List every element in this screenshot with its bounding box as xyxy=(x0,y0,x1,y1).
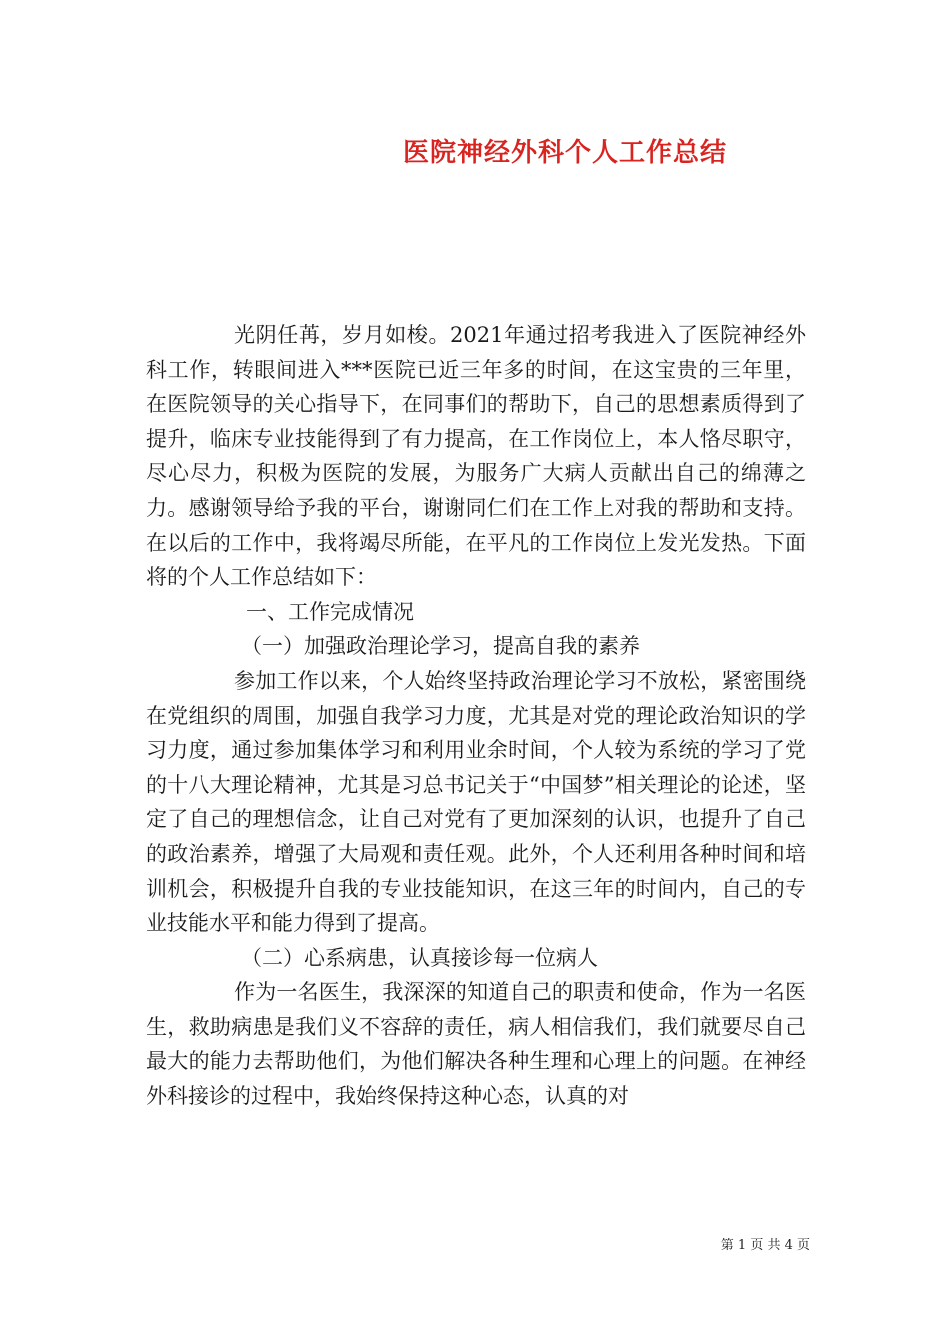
document-title: 医院神经外科个人工作总结 xyxy=(402,138,727,168)
intro-paragraph: 光阴任苒，岁月如梭。2021年通过招考我进入了医院神经外科工作，转眼间进入***医院已近三年多的时间，在这宝贵的三年里，在医院领导的关心指导下，在同事们的帮助下，自己的思想素质得到了提升，临床专业技能得到了有力提高，在工作岗位上，本人恪尽职守，尽心尽力，积极为医院的发展，为服务广大病人贡献出自己的绵薄之力。感谢领导给予我的平台，谢谢同仁们在工作上对我的帮助和支持。在以后的工作中，我将竭尽所能，在平凡的工作岗位上发光发热。下面将的个人工作总结如下： xyxy=(146,323,806,590)
document-body xyxy=(146,318,806,1114)
patients-paragraph: 作为一名医生，我深深的知道自己的职责和使命，作为一名医生，救助病患是我们义不容辞的责任，病人相信我们，我们就要尽自己最大的能力去帮助他们，为他们解决各种生理和心理上的问题。在神经外科接诊的过程中，我始终保持这种心态，认真的对 xyxy=(146,980,806,1109)
page-number-footer: 第 1 页 共 4 页 xyxy=(720,1238,810,1253)
subsection-heading-politics: （一）加强政治理论学习，提高自我的素养 xyxy=(241,634,640,659)
subsection-heading-patients: （二）心系病患，认真接诊每一位病人 xyxy=(241,945,598,970)
section-heading-work-status: 一、工作完成情况 xyxy=(246,599,414,624)
politics-paragraph: 参加工作以来，个人始终坚持政治理论学习不放松，紧密围绕在党组织的周围，加强自我学习力度，尤其是对党的理论政治知识的学习力度，通过参加集体学习和利用业余时间，个人较为系统的学习了党的十八大理论精神，尤其是习总书记关于“中国梦”相关理论的论述，坚定了自己的理想信念，让自己对党有了更加深刻的认识，也提升了自己的政治素养，增强了大局观和责任观。此外，个人还利用各种时间和培训机会，积极提升自我的专业技能知识，在这三年的时间内，自己的专业技能水平和能力得到了提高。 xyxy=(146,668,806,936)
